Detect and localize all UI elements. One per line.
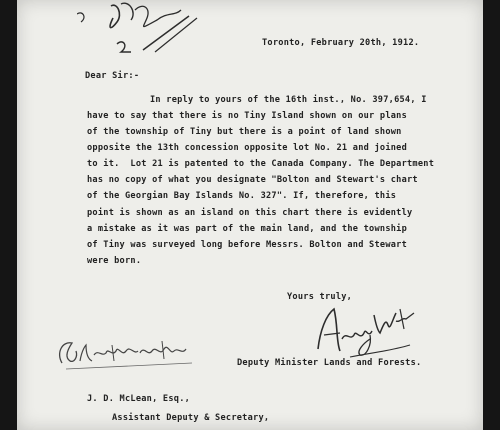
signature-title: Deputy Minister Lands and Forests. — [237, 358, 422, 368]
handwritten-signature — [310, 295, 420, 365]
closing: Yours truly, — [287, 292, 353, 302]
body-line: opposite the 13th concession opposite lot No. 21 and joined — [87, 143, 408, 153]
handwritten-notation-top — [77, 0, 257, 60]
margin-initials — [52, 335, 202, 375]
body-line: of the Georgian Bay Islands No. 327". If, therefore, this — [87, 191, 397, 201]
body-line: point is shown as an island on this chart there is evidently — [87, 208, 413, 218]
body-line: to it. Lot 21 is patented to the Canada Company. The Department — [87, 159, 435, 169]
body-line: have to say that there is no Tiny Island shown on our plans — [87, 111, 408, 121]
body-line: a mistake as it was part of the main land, and the township — [87, 224, 408, 234]
recipient-name: J. D. McLean, Esq., — [87, 394, 191, 404]
letter-page — [17, 0, 483, 430]
body-line: were born. — [87, 256, 142, 266]
letter-date: Toronto, February 20th, 1912. — [262, 38, 420, 48]
salutation: Dear Sir:- — [85, 71, 140, 81]
body-line: of Tiny was surveyed long before Messrs. Bolton and Stewart — [87, 240, 408, 250]
body-line: In reply to yours of the 16th inst., No. 397,654, I — [150, 95, 427, 105]
body-line: has no copy of what you designate "Bolton and Stewart's chart — [87, 175, 418, 185]
body-line: of the township of Tiny but there is a point of land shown — [87, 127, 402, 137]
recipient-title: Assistant Deputy & Secretary, — [112, 413, 270, 423]
